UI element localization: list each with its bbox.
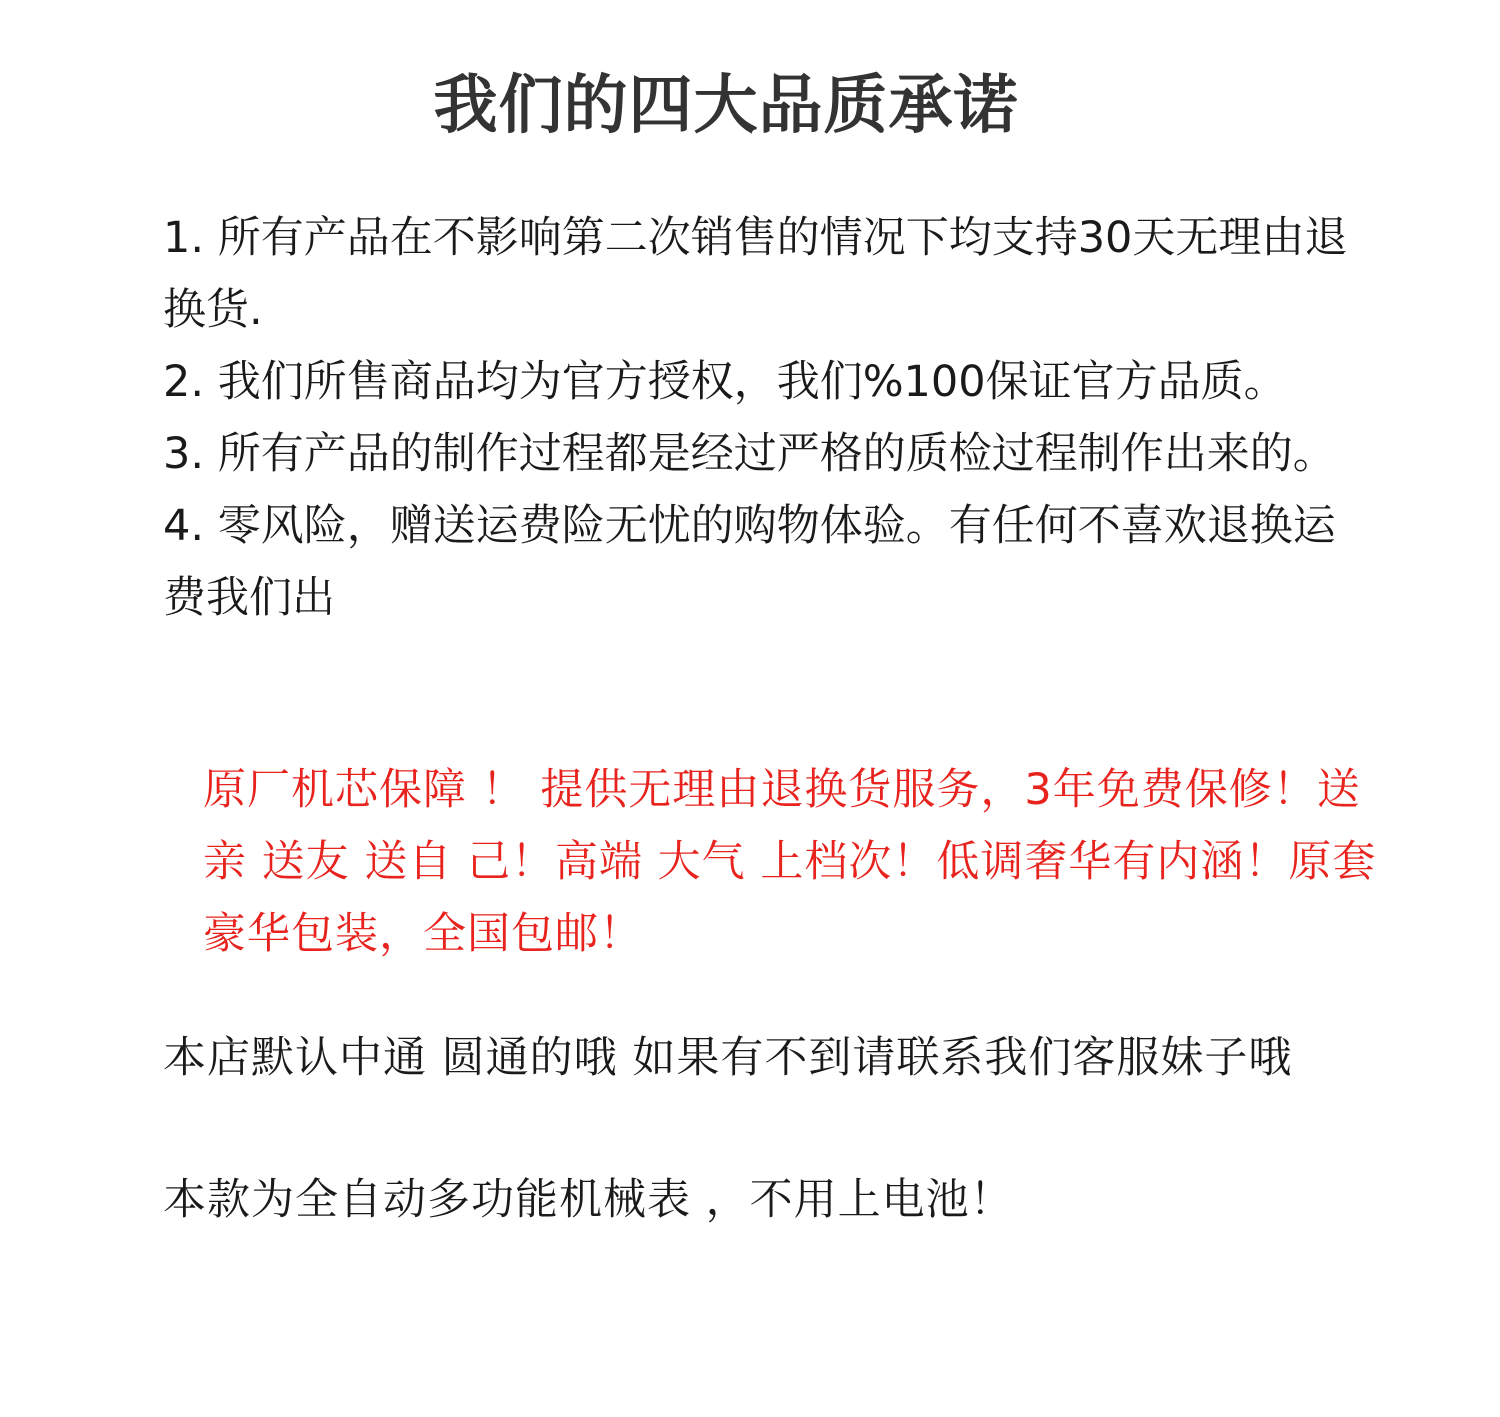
promise-item-4: 4. 零风险，赠送运费险无忧的购物体验。有任何不喜欢退换运费我们出 — [163, 501, 1336, 623]
page-title: 我们的四大品质承诺 — [433, 69, 1019, 143]
promise-item-2: 2. 我们所售商品均为官方授权，我们%100保证官方品质。 — [163, 357, 1287, 407]
promo-text: 原厂机芯保障 ！ 提供无理由退换货服务，3年免费保修！送亲 送友 送自 己！高端 大气 上档次！低调奢华有内涵！原套豪华包装，全国包邮！ — [203, 765, 1377, 959]
shipping-note: 本店默认中通 圆通的哦 如果有不到请联系我们客服妹子哦 — [163, 1033, 1293, 1083]
watch-note: 本款为全自动多功能机械表 ，不用上电池！ — [163, 1175, 1014, 1225]
promise-list — [163, 202, 1378, 634]
promise-item-1: 1. 所有产品在不影响第二次销售的情况下均支持30天无理由退换货. — [163, 213, 1348, 335]
promise-item-3: 3. 所有产品的制作过程都是经过严格的质检过程制作出来的。 — [163, 429, 1336, 479]
